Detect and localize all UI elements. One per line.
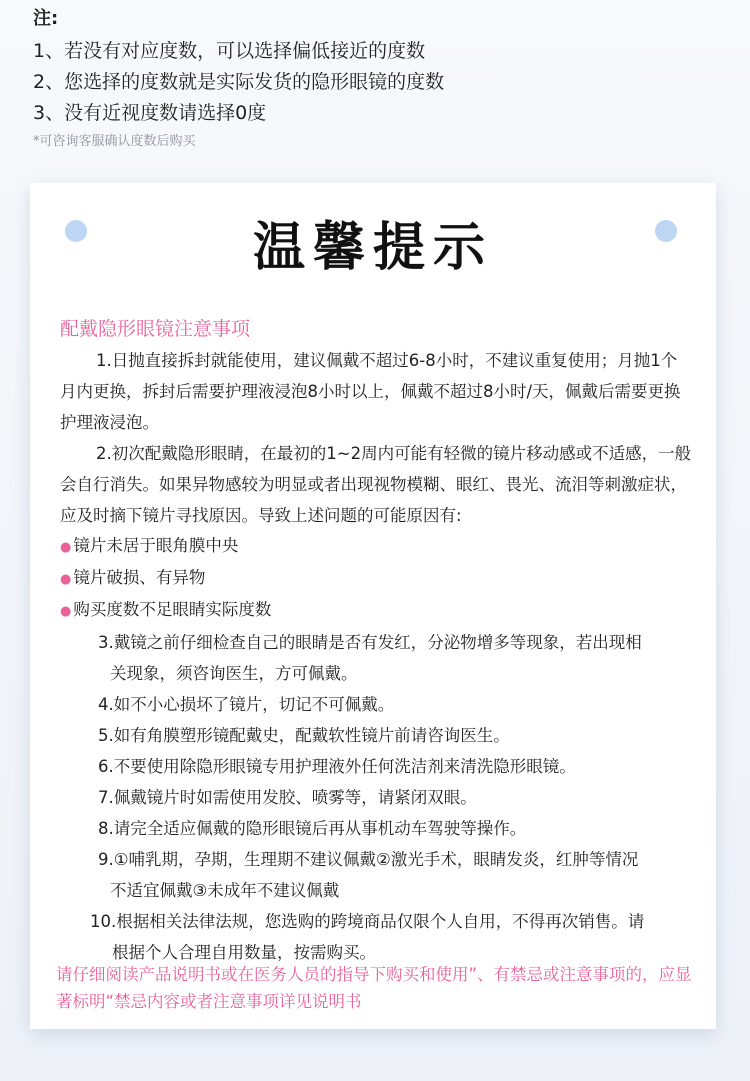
bullet-text: 镜片破损、有异物 bbox=[73, 568, 206, 587]
section-title: 配戴隐形眼镜注意事项 bbox=[60, 318, 251, 340]
tip-item-3-line-2: 关现象，须咨询医生，方可佩戴。 bbox=[110, 664, 358, 683]
tips-body bbox=[60, 345, 692, 968]
notes-section bbox=[33, 8, 733, 153]
tip-item-5: 5.如有角膜塑形镜配戴史，配戴软性镜片前请咨询医生。 bbox=[98, 726, 510, 745]
tip-item-10 bbox=[60, 906, 692, 968]
note-line-3: 3、没有近视度数请选择0度 bbox=[33, 102, 267, 124]
tip-paragraph-2: 2.初次配戴隐形眼睛，在最初的1~2周内可能有轻微的镜片移动感或不适感，一般会自行消失。如果异物感较为明显或者出现视物模糊、眼红、畏光、流泪等刺激症状，应及时摘下镜片寻找原因。导致上述问题的可能原因有: bbox=[60, 444, 692, 525]
note-line-2: 2、您选择的度数就是实际发货的隐形眼镜的度数 bbox=[33, 71, 445, 93]
tip-item-4: 4.如不小心损坏了镜片，切记不可佩戴。 bbox=[98, 695, 395, 714]
tip-item-3-line-1: 3.戴镜之前仔细检查自己的眼睛是否有发红，分泌物增多等现象，若出现相 bbox=[98, 633, 642, 652]
warning-footer: 请仔细阅读产品说明书或在医务人员的指导下购买和使用”、有禁忌或注意事项的，应显著标明“禁忌内容或者注意事项详见说明书 bbox=[56, 965, 692, 1011]
list-item bbox=[60, 595, 692, 627]
bullet-icon: ● bbox=[60, 540, 72, 555]
tip-item-6: 6.不要使用除隐形眼镜专用护理液外任何洗洁剂来清洗隐形眼镜。 bbox=[98, 757, 576, 776]
tip-item-3 bbox=[60, 627, 692, 689]
note-line-1: 1、若没有对应度数，可以选择偏低接近的度数 bbox=[33, 40, 426, 62]
bullet-text: 购买度数不足眼睛实际度数 bbox=[73, 600, 272, 619]
card-title: 温馨提示 bbox=[252, 218, 493, 278]
tip-item-9-line-2: 不适宜佩戴③未成年不建议佩戴 bbox=[110, 881, 340, 900]
bullet-icon: ● bbox=[60, 604, 72, 619]
tips-card bbox=[30, 183, 716, 1029]
tip-item-9 bbox=[60, 844, 692, 906]
notes-small-text: *可咨询客服确认度数后购买 bbox=[33, 134, 196, 149]
tip-paragraph-1: 1.日抛直接拆封就能使用，建议佩戴不超过6-8小时，不建议重复使用；月抛1个月内更换，拆封后需要护理液浸泡8小时以上，佩戴不超过8小时/天，佩戴后需要更换护理液浸泡。 bbox=[60, 351, 681, 432]
list-item bbox=[60, 563, 692, 595]
bullet-icon: ● bbox=[60, 572, 72, 587]
notes-title: 注: bbox=[33, 8, 59, 29]
list-item bbox=[60, 531, 692, 563]
bullet-text: 镜片未居于眼角膜中央 bbox=[73, 536, 239, 555]
tip-item-10-line-1: 10.根据相关法律法规，您选购的跨境商品仅限个人自用，不得再次销售。请 bbox=[90, 912, 645, 931]
tip-item-7: 7.佩戴镜片时如需使用发胶、喷雾等，请紧闭双眼。 bbox=[98, 788, 477, 807]
tip-item-10-line-2: 根据个人合理自用数量，按需购买。 bbox=[112, 943, 376, 962]
tip-item-8: 8.请完全适应佩戴的隐形眼镜后再从事机动车驾驶等操作。 bbox=[98, 819, 527, 838]
tip-item-9-line-1: 9.①哺乳期，孕期，生理期不建议佩戴②激光手术，眼睛发炎，红肿等情况 bbox=[98, 850, 639, 869]
